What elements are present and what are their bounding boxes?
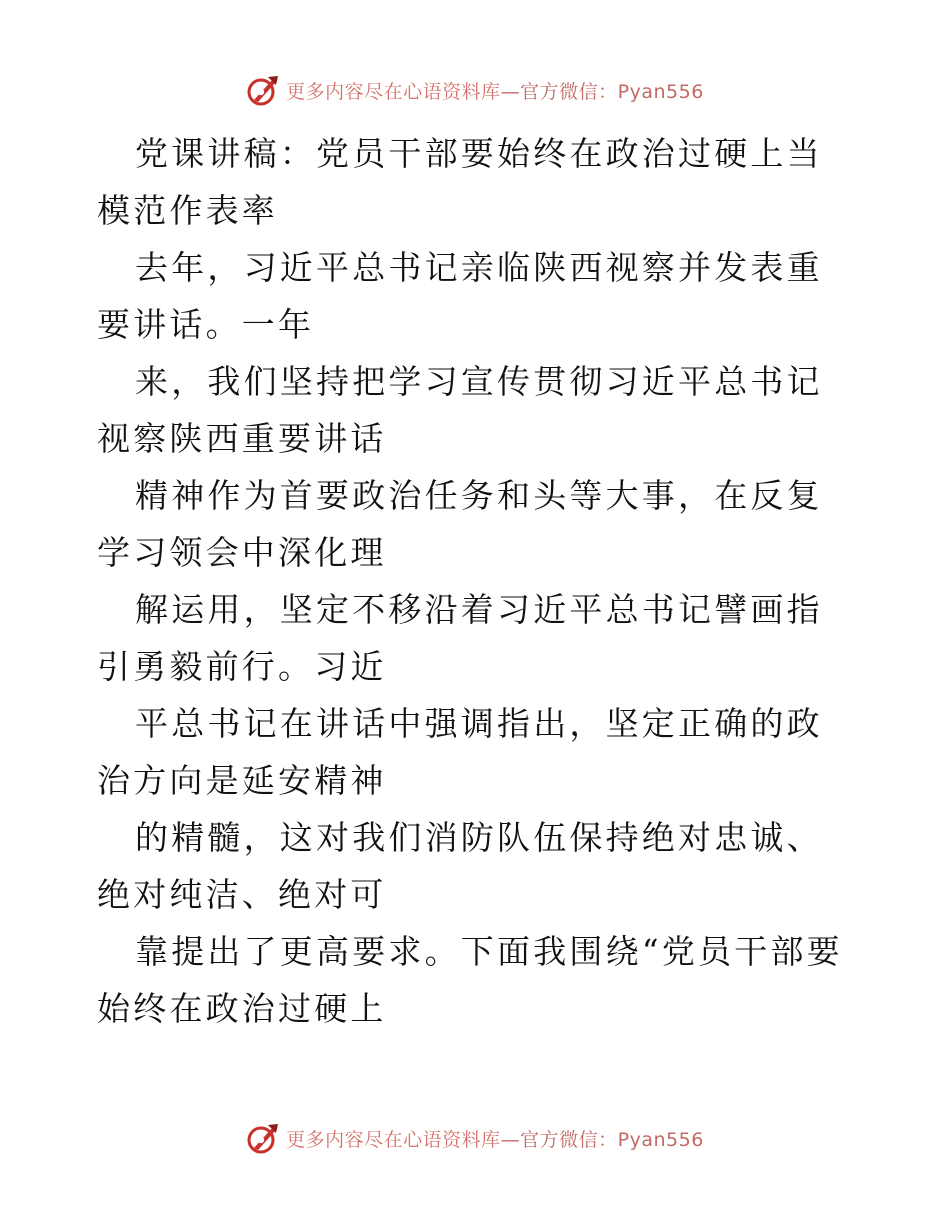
footer-banner-separator: — — [500, 1128, 521, 1151]
header-watermark-banner — [0, 70, 950, 110]
header-banner-wechat: 官方微信：Pyan556 — [520, 80, 704, 103]
document-title: 党课讲稿：党员干部要始终在政治过硬上当模范作表率 — [97, 134, 823, 230]
document-paragraph: 解运用，坚定不移沿着习近平总书记譬画指引勇毅前行。习近 — [97, 590, 823, 686]
document-paragraph: 平总书记在讲话中强调指出，坚定正确的政治方向是延安精神 — [97, 704, 823, 800]
document-paragraph: 靠提出了更高要求。下面我围绕“党员干部要始终在政治过硬上 — [97, 932, 843, 1028]
header-banner-main: 更多内容尽在心语资料库 — [286, 80, 501, 103]
header-banner-separator: — — [500, 80, 521, 103]
footer-watermark-banner — [0, 1118, 950, 1158]
document-paragraph: 去年，习近平总书记亲临陕西视察并发表重要讲话。一年 — [97, 248, 823, 344]
quill-pen-logo-icon — [246, 73, 280, 107]
document-paragraph: 精神作为首要政治任务和头等大事，在反复学习领会中深化理 — [97, 476, 823, 572]
footer-banner-wechat: 官方微信：Pyan556 — [520, 1128, 704, 1151]
document-paragraph: 的精髓，这对我们消防队伍保持绝对忠诚、绝对纯洁、绝对可 — [97, 818, 823, 914]
document-paragraph: 来，我们坚持把学习宣传贯彻习近平总书记视察陕西重要讲话 — [97, 362, 823, 458]
footer-banner-text — [286, 1125, 704, 1152]
quill-pen-logo-icon — [246, 1121, 280, 1155]
footer-banner-main: 更多内容尽在心语资料库 — [286, 1128, 501, 1151]
header-banner-text — [286, 77, 704, 104]
document-body — [97, 125, 853, 1037]
